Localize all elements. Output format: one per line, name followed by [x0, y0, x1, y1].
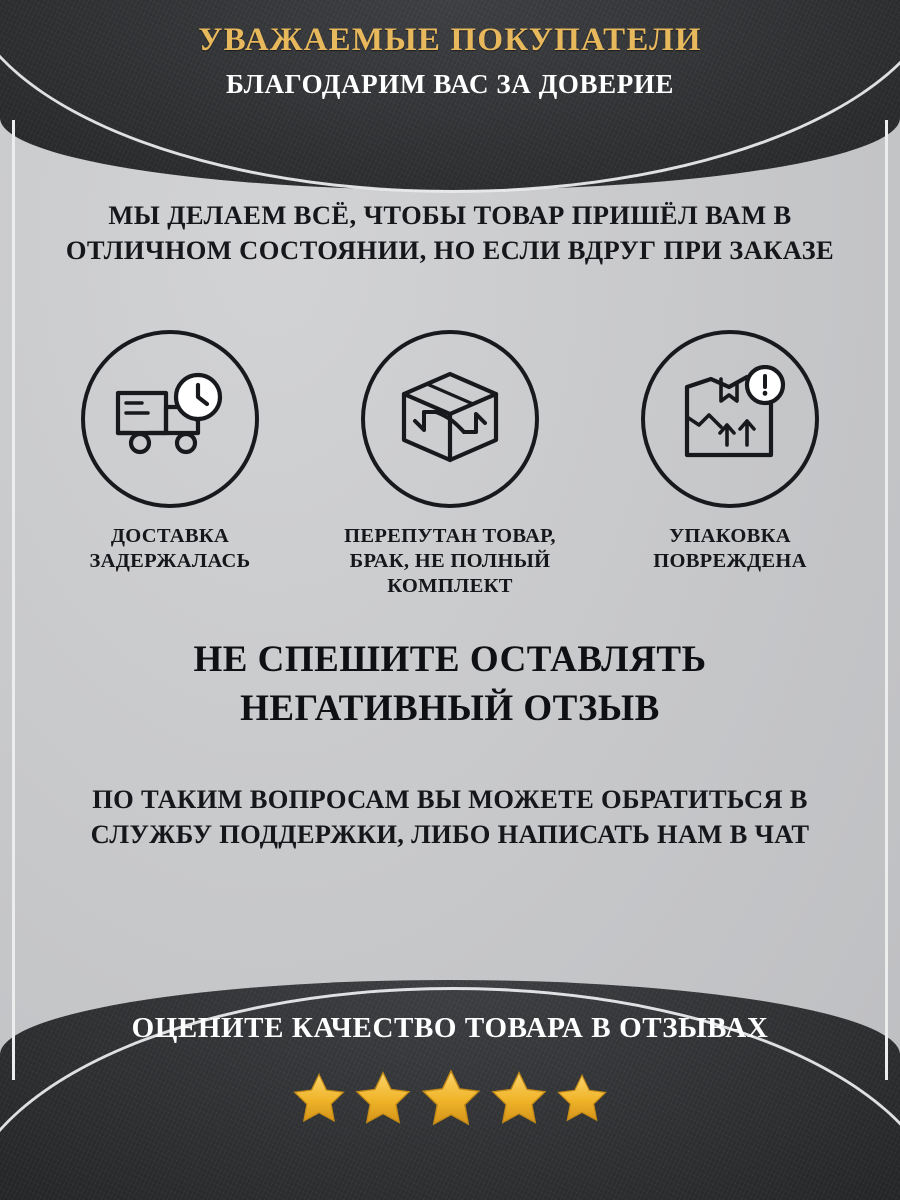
star-icon[interactable] [290, 1070, 348, 1128]
star-rating[interactable] [0, 1066, 900, 1132]
damaged-package-icon [641, 330, 819, 508]
header-title: УВАЖАЕМЫЕ ПОКУПАТЕЛИ [198, 22, 702, 58]
issues-row [40, 330, 860, 599]
box-return-arrow-icon [361, 330, 539, 508]
star-icon[interactable] [488, 1068, 550, 1130]
star-icon[interactable] [554, 1071, 610, 1127]
intro-text: МЫ ДЕЛАЕМ ВСЁ, ЧТОБЫ ТОВАР ПРИШЁЛ ВАМ В ОТЛИЧНОМ СОСТОЯНИИ, НО ЕСЛИ ВДРУГ ПРИ ЗАКАЗЕ [65, 200, 835, 266]
header-subtitle: БЛАГОДАРИМ ВАС ЗА ДОВЕРИЕ [225, 69, 675, 100]
issue-item-damaged-package [600, 330, 860, 574]
issue-item-wrong-or-defective [320, 330, 580, 599]
header [0, 22, 900, 101]
star-icon[interactable] [352, 1068, 414, 1130]
right-frame-line [885, 120, 888, 1080]
star-icon[interactable] [418, 1066, 484, 1132]
issue-caption: ДОСТАВКА ЗАДЕРЖАЛАСЬ [89, 525, 251, 572]
left-frame-line [12, 120, 15, 1080]
headline-text: НЕ СПЕШИТЕ ОСТАВЛЯТЬ НЕГАТИВНЫЙ ОТЗЫВ [193, 639, 707, 729]
footer [0, 980, 900, 1200]
issue-caption: УПАКОВКА ПОВРЕЖДЕНА [653, 525, 807, 572]
issue-item-delivery-delayed [40, 330, 300, 574]
delivery-truck-clock-icon [81, 330, 259, 508]
issue-caption: ПЕРЕПУТАН ТОВАР, БРАК, НЕ ПОЛНЫЙ КОМПЛЕКТ [344, 525, 556, 597]
support-text: ПО ТАКИМ ВОПРОСАМ ВЫ МОЖЕТЕ ОБРАТИТЬСЯ В СЛУЖБУ ПОДДЕРЖКИ, ЛИБО НАПИСАТЬ НАМ В ЧАТ [90, 784, 810, 850]
footer-title: ОЦЕНИТЕ КАЧЕСТВО ТОВАРА В ОТЗЫВАХ [131, 1012, 769, 1044]
